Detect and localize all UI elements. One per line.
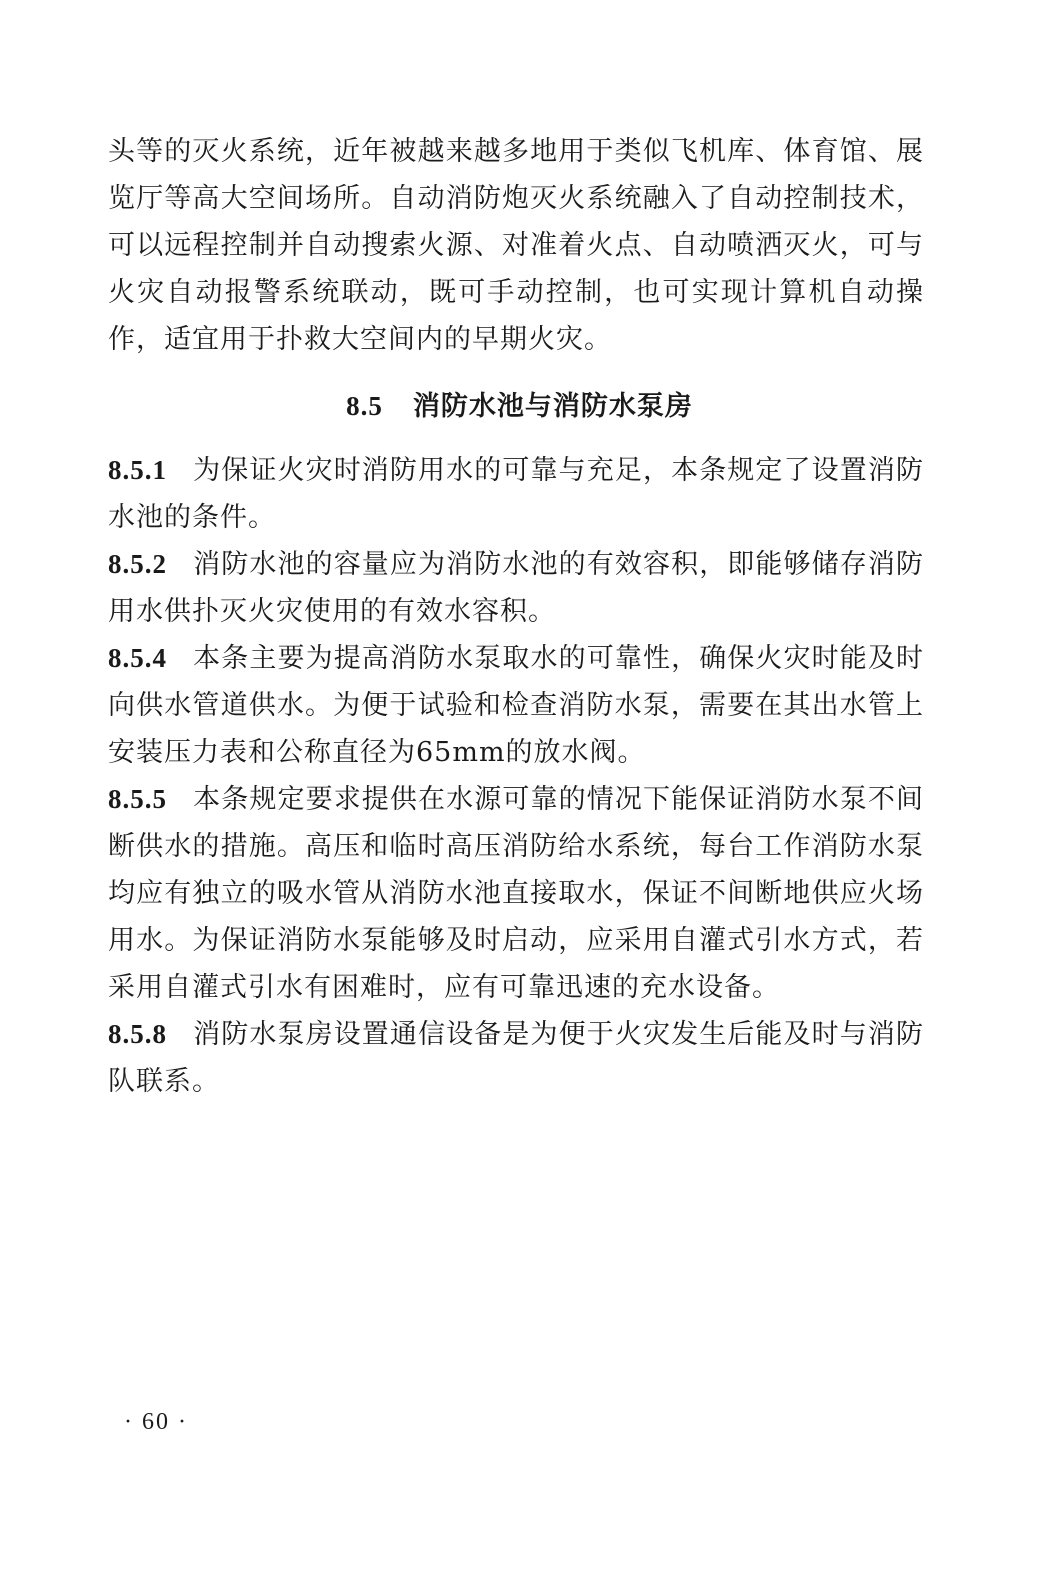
clause-8-5-5 — [108, 776, 924, 1011]
clause-list — [108, 447, 924, 1105]
clause-text: 消防水泵房设置通信设备是为便于火灾发生后能及时与消防队联系。 — [108, 1019, 924, 1097]
clause-number: 8.5.5 — [108, 784, 167, 814]
section-title: 消防水池与消防水泵房 — [412, 391, 693, 422]
clause-8-5-4 — [108, 635, 924, 776]
clause-text: 为保证火灾时消防用水的可靠与充足，本条规定了设置消防水池的条件。 — [108, 455, 924, 533]
clause-8-5-8 — [108, 1011, 924, 1105]
clause-8-5-2 — [108, 541, 924, 635]
clause-text: 本条规定要求提供在水源可靠的情况下能保证消防水泵不间断供水的措施。高压和临时高压消防给水系统，每台工作消防水泵均应有独立的吸水管从消防水池直接取水，保证不间断地供应火场用水。为保证消防水泵能够及时启动，应采用自灌式引水方式，若采用自灌式引水有困难时，应有可靠迅速的充水设备。 — [108, 784, 924, 1003]
intro-paragraph: 头等的灭火系统，近年被越来越多地用于类似飞机库、体育馆、展览厅等高大空间场所。自动消防炮灭火系统融入了自动控制技术，可以远程控制并自动搜索火源、对准着火点、自动喷洒灭火，可与火灾自动报警系统联动，既可手动控制，也可实现计算机自动操作，适宜用于扑救大空间内的早期火灾。 — [108, 136, 924, 355]
section-number: 8.5 — [346, 391, 383, 421]
section-heading — [0, 383, 1039, 430]
clause-text: 消防水池的容量应为消防水池的有效容积，即能够储存消防用水供扑灭火灾使用的有效水容积。 — [108, 549, 924, 627]
page-number: · 60 · — [124, 1409, 188, 1435]
clause-text: 本条主要为提高消防水泵取水的可靠性，确保火灾时能及时向供水管道供水。为便于试验和检查消防水泵，需要在其出水管上安装压力表和公称直径为65mm的放水阀。 — [108, 643, 924, 768]
clause-number: 8.5.8 — [108, 1019, 167, 1049]
clause-number: 8.5.2 — [108, 549, 167, 579]
clause-8-5-1 — [108, 447, 924, 541]
clause-number: 8.5.1 — [108, 455, 167, 485]
clause-number: 8.5.4 — [108, 643, 167, 673]
